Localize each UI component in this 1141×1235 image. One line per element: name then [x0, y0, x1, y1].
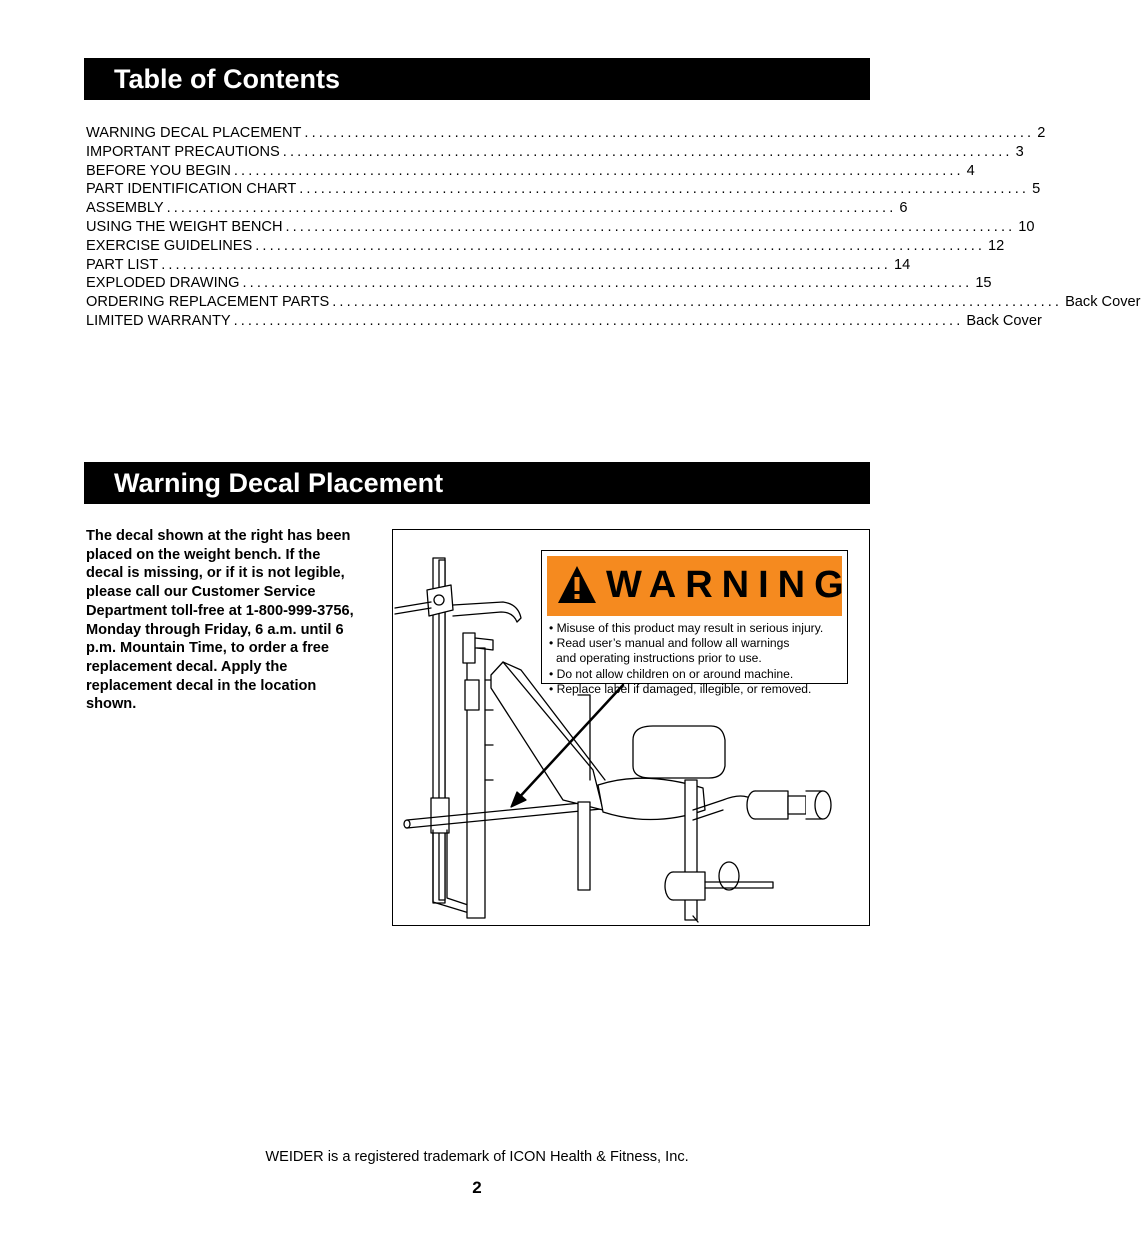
toc-leader-dots: ......................................................................................................	[166, 200, 897, 217]
toc-entry-label: LIMITED WARRANTY	[86, 312, 231, 329]
toc-leader-dots: ......................................................................................................	[233, 312, 964, 329]
toc-entry-page: 4	[966, 162, 975, 179]
toc-entry[interactable]	[86, 312, 1042, 331]
toc-leader-dots: ......................................................................................................	[233, 162, 964, 179]
toc-entry-page: Back Cover	[1065, 294, 1141, 311]
toc-entry-page: 3	[1015, 143, 1024, 160]
exclamation-triangle-icon	[555, 563, 599, 607]
page-number: 2	[472, 1178, 482, 1197]
warning-decal-header	[547, 556, 853, 616]
warning-decal-text	[549, 621, 844, 697]
warning-decal-title: WARNING	[606, 564, 853, 606]
trademark-note: WEIDER is a registered trademark of ICON Health & Fitness, Inc.	[265, 1149, 689, 1165]
warning-decal	[541, 550, 853, 696]
toc-entry[interactable]	[86, 293, 1141, 312]
toc-leader-dots: ......................................................................................................	[255, 237, 986, 254]
warning-decal-line: • Do not allow children on or around machine.	[549, 666, 794, 681]
toc-entry-page: 10	[1018, 218, 1035, 235]
toc-entry-page: 5	[1032, 181, 1041, 198]
toc-entry-label: PART IDENTIFICATION CHART	[86, 181, 297, 198]
warning-decal-line: • Misuse of this product may result in serious injury.	[549, 621, 824, 635]
toc-entry-page: Back Cover	[966, 312, 1042, 329]
toc-leader-dots: ......................................................................................................	[282, 143, 1013, 160]
warning-section-heading: Warning Decal Placement	[84, 462, 870, 504]
toc-leader-dots: ......................................................................................................	[332, 294, 1063, 311]
toc-entry-label: ASSEMBLY	[86, 200, 164, 217]
toc-entry-label: WARNING DECAL PLACEMENT	[86, 125, 302, 141]
toc-entry-label: USING THE WEIGHT BENCH	[86, 218, 283, 235]
toc-entry-page: 15	[975, 275, 992, 292]
toc-list	[86, 124, 1141, 331]
toc-entry[interactable]	[86, 274, 992, 293]
toc-entry[interactable]	[86, 143, 1024, 162]
toc-entry-label: EXPLODED DRAWING	[86, 275, 240, 292]
toc-entry[interactable]	[86, 256, 911, 275]
toc-entry-label: BEFORE YOU BEGIN	[86, 162, 231, 179]
toc-leader-dots: ......................................................................................................	[161, 256, 891, 273]
toc-entry-label: PART LIST	[86, 256, 159, 273]
toc-entry-page: 6	[899, 200, 908, 217]
toc-leader-dots: ......................................................................................................	[299, 181, 1030, 198]
toc-leader-dots: ......................................................................................................	[285, 218, 1016, 235]
toc-entry-label: ORDERING REPLACEMENT PARTS	[86, 294, 330, 311]
toc-entry-page: 12	[988, 237, 1005, 254]
toc-entry-page: 2	[1037, 125, 1046, 141]
toc-entry-label: IMPORTANT PRECAUTIONS	[86, 143, 280, 160]
toc-entry[interactable]	[86, 162, 975, 181]
toc-heading: Table of Contents	[84, 58, 870, 100]
toc-entry[interactable]	[86, 199, 908, 218]
warning-decal-line: • Read user’s manual and follow all warnings	[549, 636, 790, 651]
toc-entry-label: EXERCISE GUIDELINES	[86, 237, 253, 254]
toc-entry[interactable]	[86, 124, 1046, 143]
warning-decal-line: and operating instructions prior to use.	[556, 651, 762, 666]
toc-entry-page: 14	[893, 256, 911, 273]
bench-illustration	[392, 529, 870, 926]
warning-intro-text: The decal shown at the right has been placed on the weight bench. If the decal is missing, or if it is not legible, please call our Customer Service Department toll-free at 1-800-999-3756, Monday through Friday, 6 a.m. until 6 p.m. Mountain Time, to order a free replacement decal. Apply the replacement decal in the location shown.	[86, 528, 354, 713]
toc-entry[interactable]	[86, 237, 1005, 256]
warning-decal-line: • Replace label if damaged, illegible, or removed.	[549, 681, 812, 696]
toc-entry[interactable]	[86, 218, 1035, 237]
toc-entry[interactable]	[86, 180, 1041, 199]
toc-leader-dots: ......................................................................................................	[242, 275, 973, 292]
toc-leader-dots: ......................................................................................................	[304, 125, 1035, 141]
